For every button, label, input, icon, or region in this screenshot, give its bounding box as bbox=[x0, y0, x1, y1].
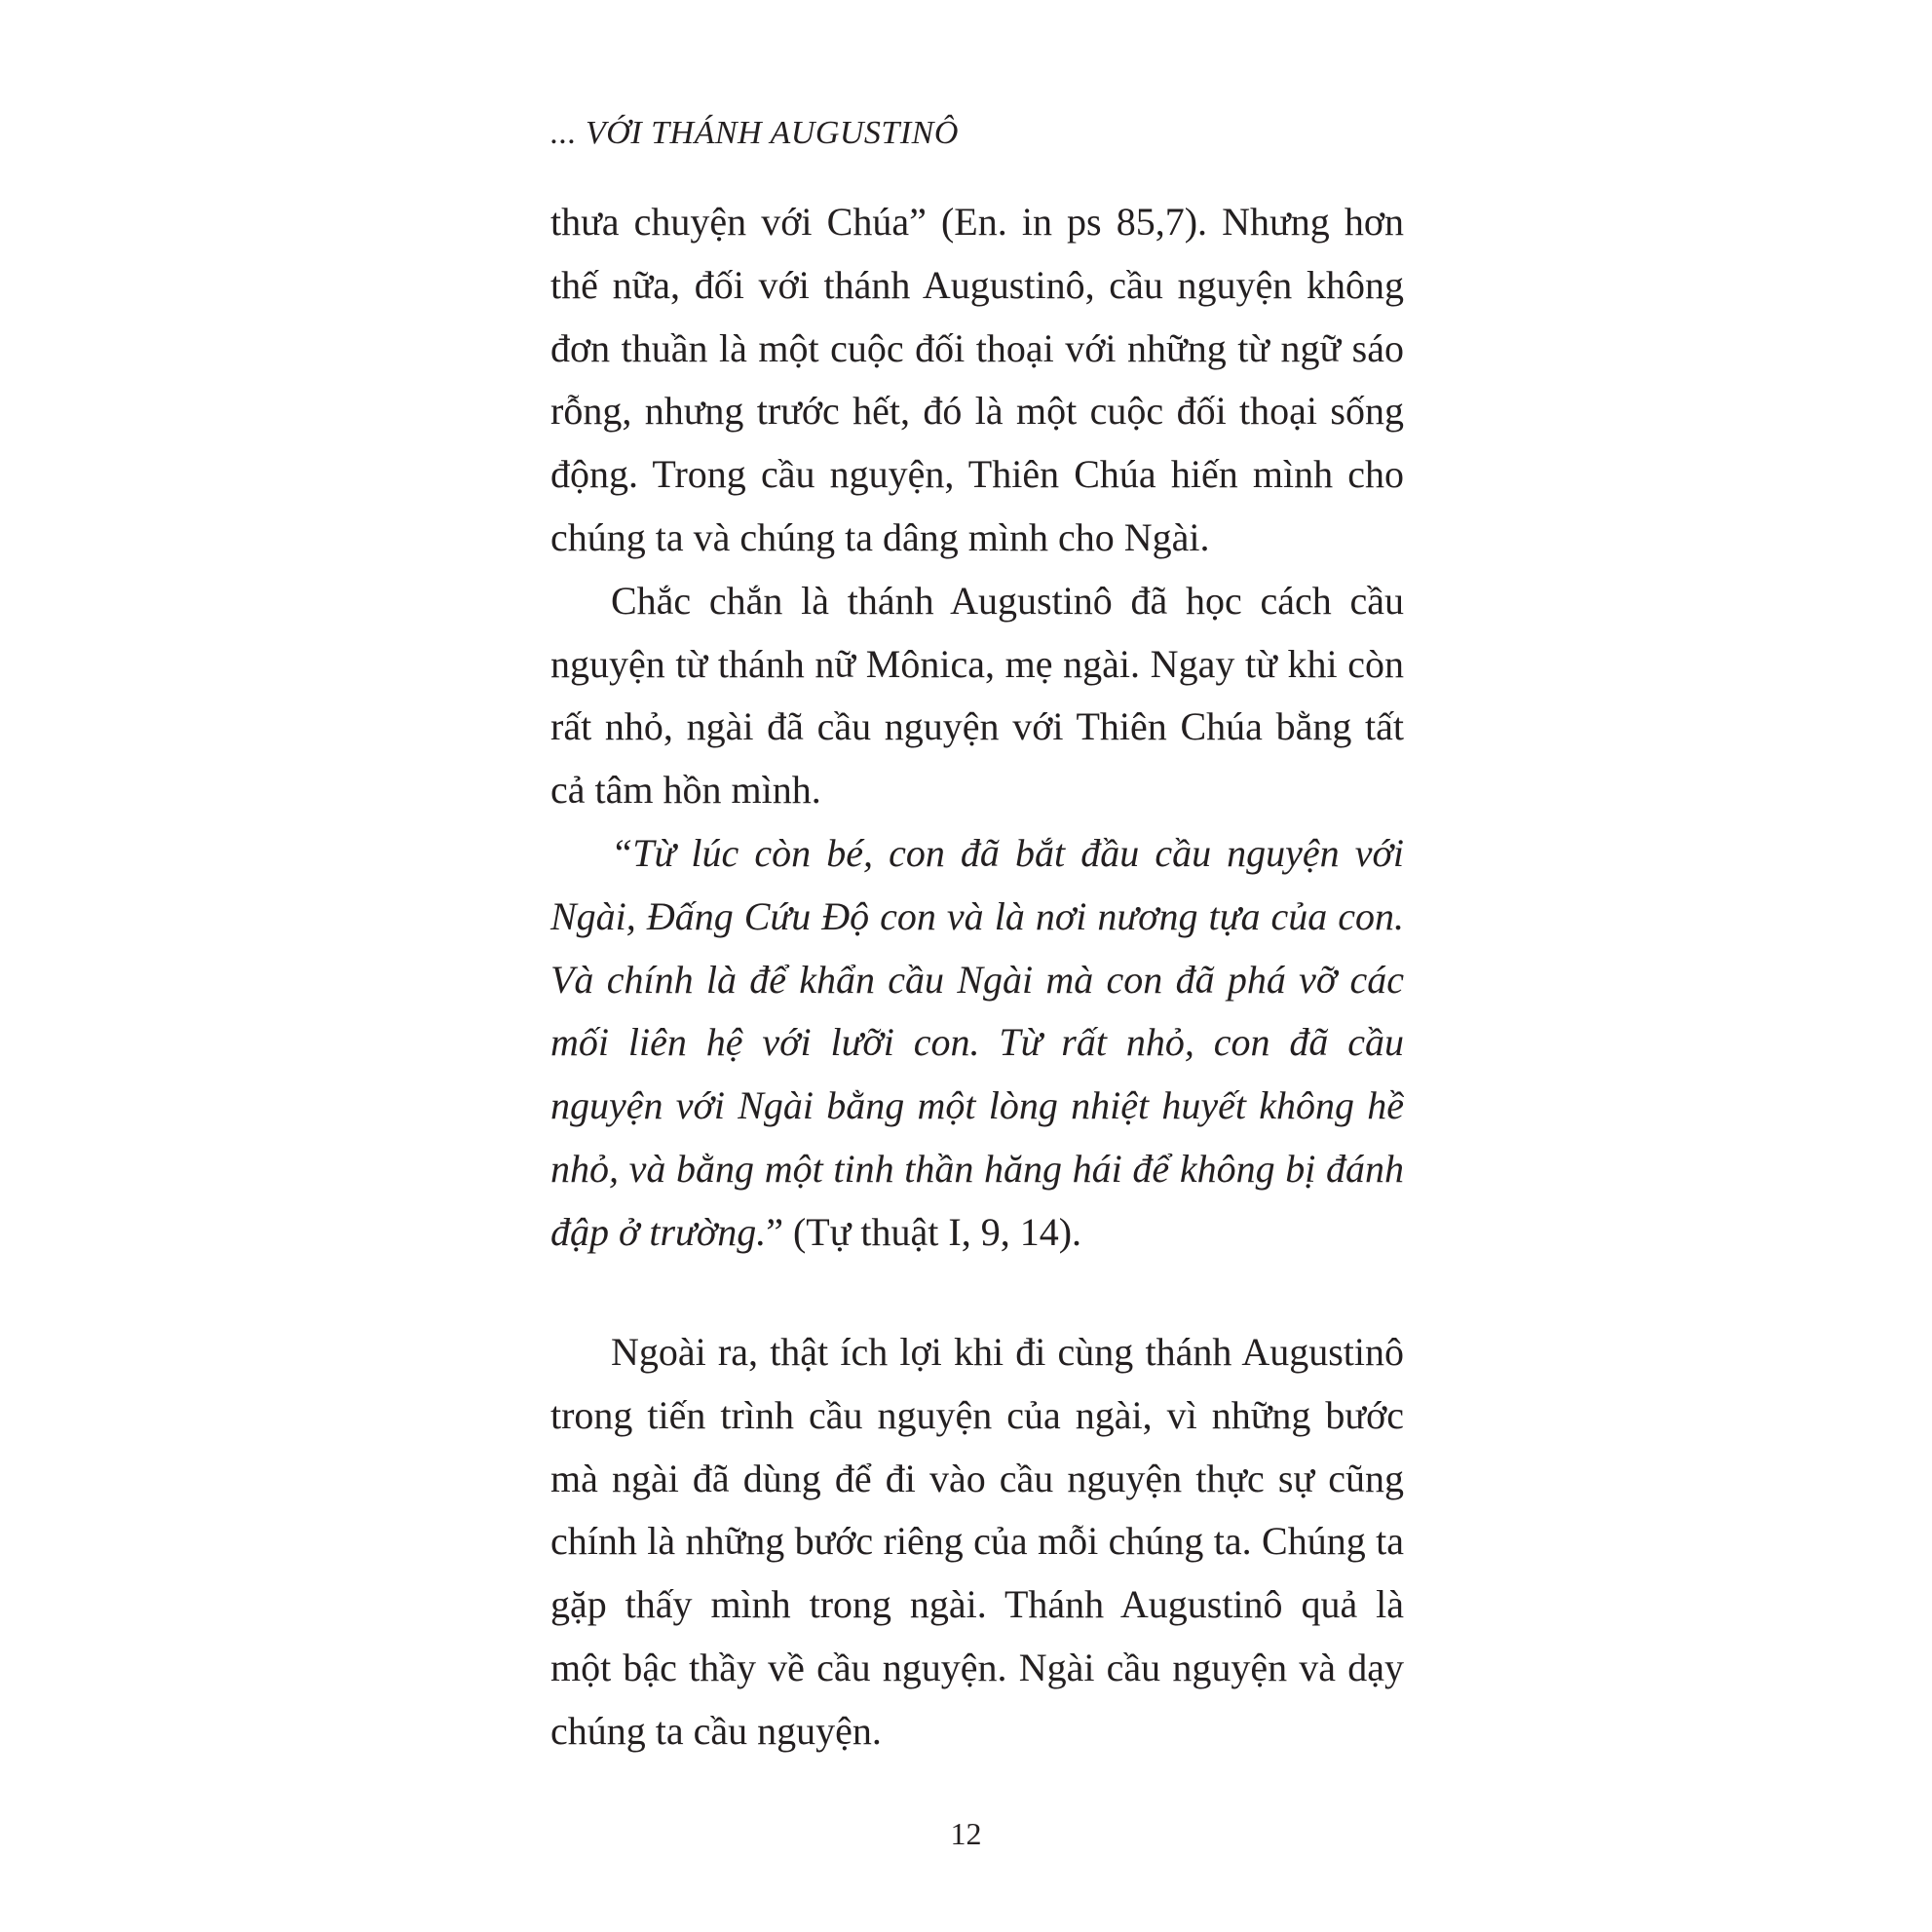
second-text-block bbox=[550, 1321, 1404, 1763]
running-header: ... VỚI THÁNH AUGUSTINÔ bbox=[550, 115, 959, 151]
quote-citation: ” (Tự thuật I, 9, 14). bbox=[766, 1209, 1082, 1254]
main-text-block bbox=[550, 191, 1404, 1265]
paragraph-continued: thưa chuyện với Chúa” (En. in ps 85,7). Nhưng hơn thế nữa, đối với thánh Augustinô, cầu nguyện không đơn thuần là một cuộc đối thoại với những từ ngữ sáo rỗng, nhưng trước hết, đó là một cuộc đối thoại sống động. Trong cầu nguyện, Thiên Chúa hiến mình cho chúng ta và chúng ta dâng mình cho Ngài. bbox=[550, 200, 1404, 559]
quote-text: “Từ lúc còn bé, con đã bắt đầu cầu nguyện với Ngài, Đấng Cứu Độ con và là nơi nương tựa của con. Và chính là để khẩn cầu Ngài mà con đã phá vỡ các mối liên hệ với lưỡi con. Từ rất nhỏ, con đã cầu nguyện với Ngài bằng một lòng nhiệt huyết không hề nhỏ, và bằng một tinh thần hăng hái để không bị đánh đập ở trường. bbox=[550, 830, 1404, 1254]
paragraph-quote bbox=[550, 822, 1404, 1265]
paragraph-teacher-of-prayer: Ngoài ra, thật ích lợi khi đi cùng thánh Augustinô trong tiến trình cầu nguyện của ngài, vì những bước mà ngài đã dùng để đi vào cầu nguyện thực sự cũng chính là những bước riêng của mỗi chúng ta. Chúng ta gặp thấy mình trong ngài. Thánh Augustinô quả là một bậc thầy về cầu nguyện. Ngài cầu nguyện và dạy chúng ta cầu nguyện. bbox=[550, 1330, 1404, 1753]
page-number: 12 bbox=[950, 1816, 982, 1851]
paragraph-monica: Chắc chắn là thánh Augustinô đã học cách cầu nguyện từ thánh nữ Mônica, mẹ ngài. Ngay từ khi còn rất nhỏ, ngài đã cầu nguyện với Thiên Chúa bằng tất cả tâm hồn mình. bbox=[550, 578, 1404, 813]
